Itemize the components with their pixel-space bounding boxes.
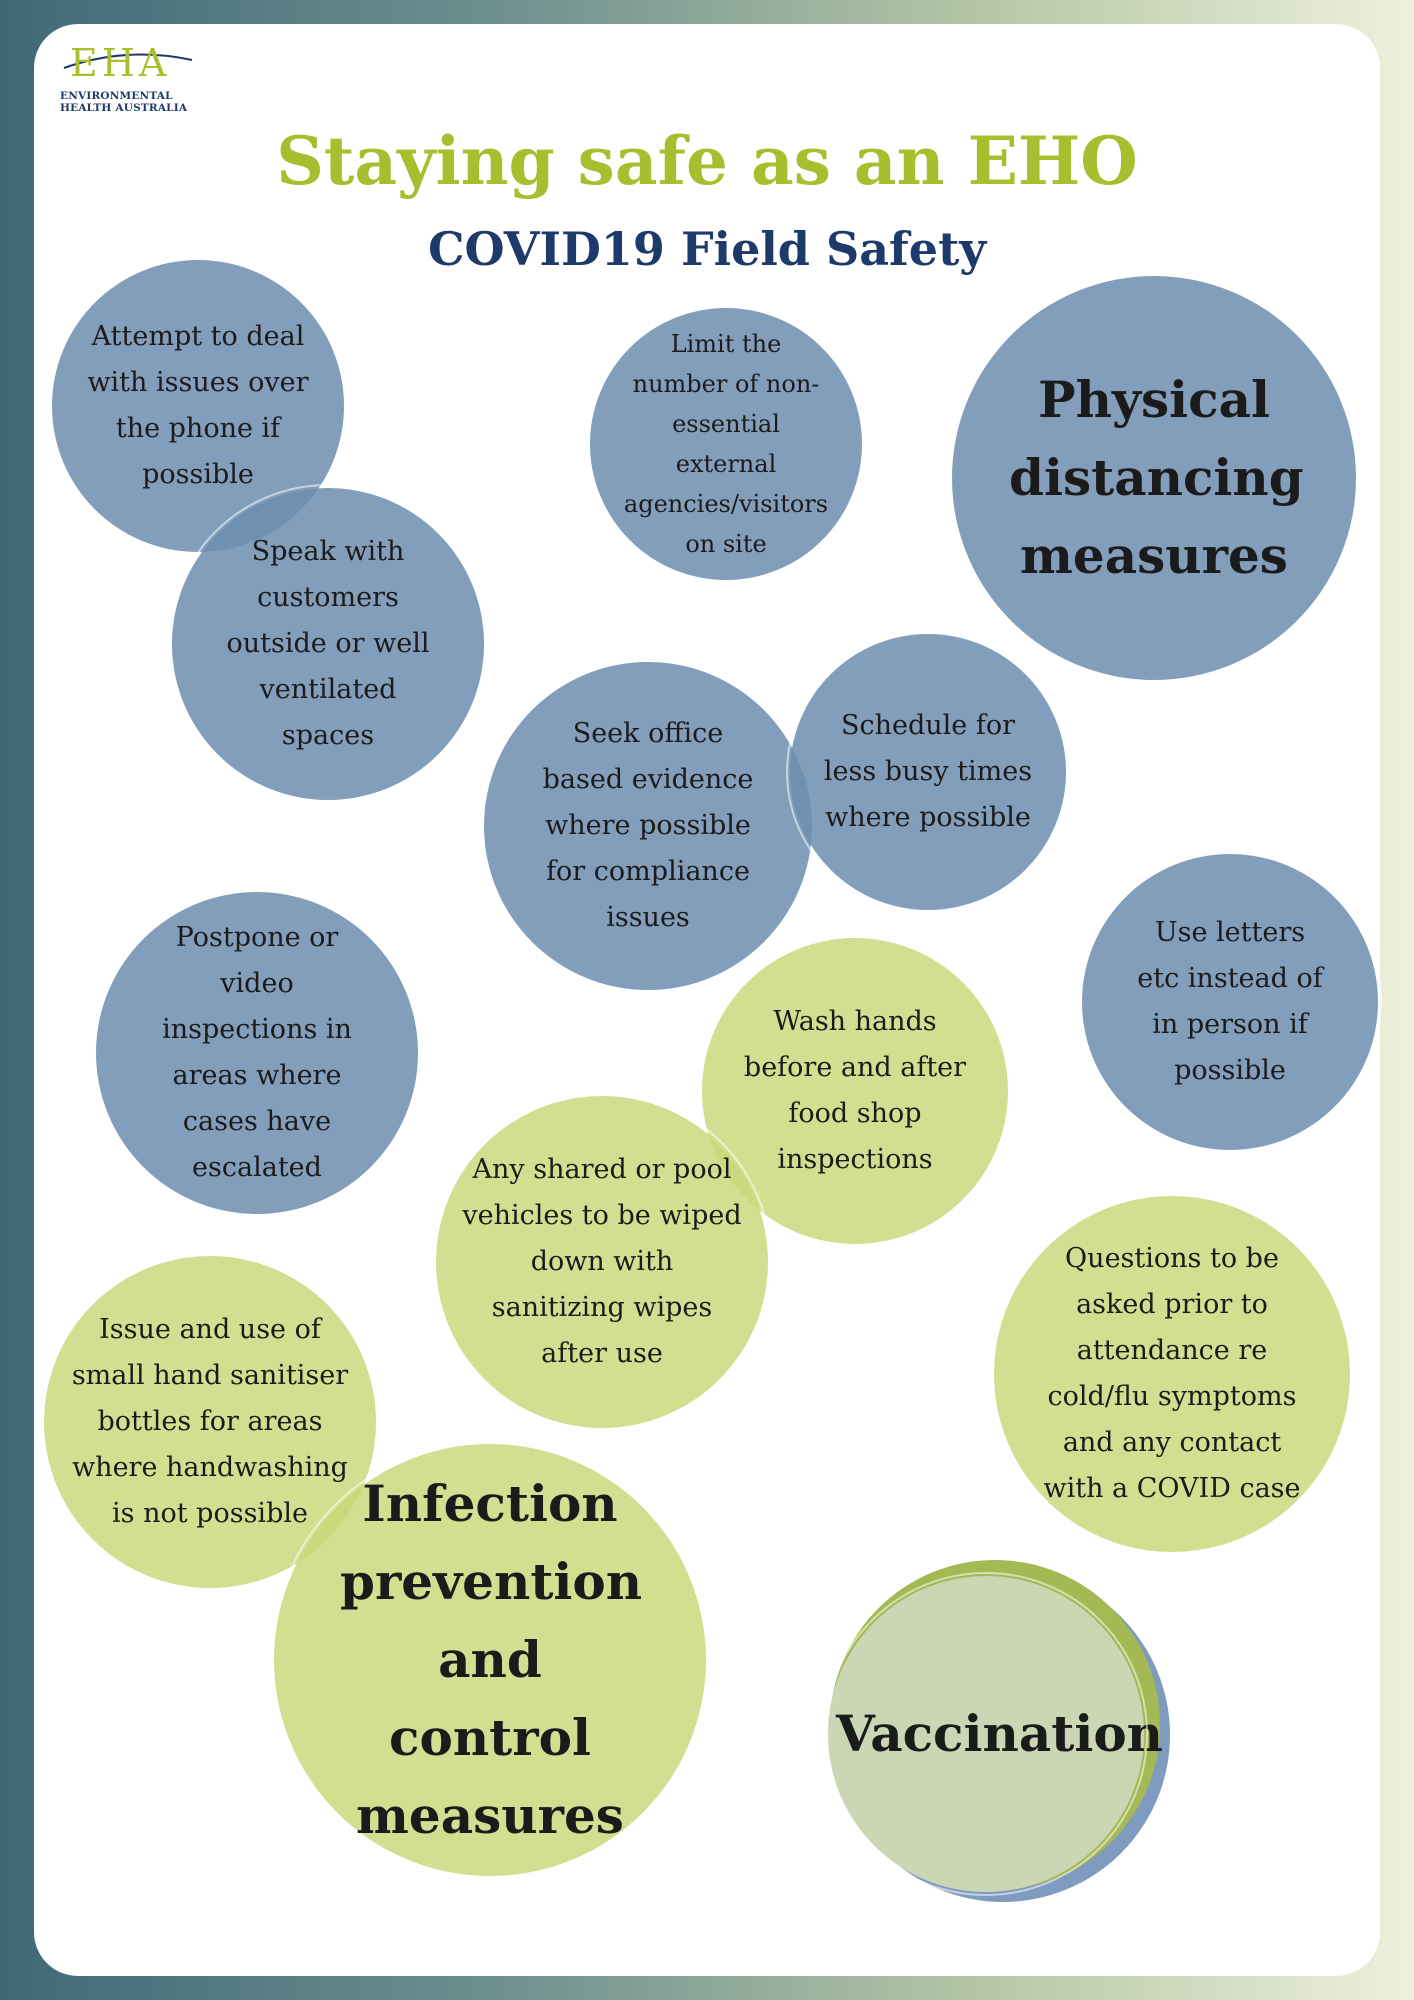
bubble-infection-prevention-text: Infection prevention and control measures [340,1474,643,1845]
eha-logo [56,38,196,118]
bubble-wash-hands-text: Wash hands before and after food shop inspections [743,1006,967,1175]
bubble-sanitiser-text: Issue and use of small hand sanitiser bottles for areas where handwashing is not possible [71,1314,349,1529]
bubble-vehicles [436,1096,768,1428]
bubble-infection-prevention [274,1444,706,1876]
bubble-schedule [790,634,1066,910]
bubble-outside [172,488,484,800]
bubble-postpone [96,892,418,1214]
bubble-questions-text: Questions to be asked prior to attendance re cold/flu symptoms and any contact with a COVID case [1043,1243,1301,1504]
page-subtitle: COVID19 Field Safety [427,222,987,276]
bubble-schedule-text: Schedule for less busy times where possible [823,710,1033,833]
bubble-vaccination-text: Vaccination [836,1704,1164,1763]
bubble-outside-text: Speak with customers outside or well ventilated spaces [226,536,430,751]
bubble-limit [590,308,862,580]
svg-text:EHA: EHA [70,41,171,84]
page-title: Staying safe as an EHO [276,122,1138,200]
bubble-letters [1082,854,1378,1150]
bubble-questions [994,1196,1350,1552]
bubble-physical-distancing [952,276,1356,680]
logo-name [60,90,196,114]
eha-logo-mark [56,38,196,84]
logo-name-line1: ENVIRONMENTAL [60,90,173,102]
bubble-vaccination [828,1576,1164,1892]
bubble-physical-distancing-text: Physical distancing measures [1009,370,1304,585]
bubble-vehicles-text: Any shared or pool vehicles to be wiped down with sanitizing wipes after use [462,1154,742,1369]
logo-name-line2: HEALTH AUSTRALIA [60,102,188,114]
bubble-phone-text: Attempt to deal with issues over the phone if possible [87,321,309,490]
bubble-postpone-text: Postpone or video inspections in areas where cases have escalated [162,922,352,1183]
bubble-office-text: Seek office based evidence where possible for compliance issues [542,718,754,933]
bubble-letters-text: Use letters etc instead of in person if possible [1137,917,1323,1086]
bubble-office [484,662,812,990]
bubble-limit-text: Limit the number of non-essential external agencies/visitors on site [623,330,829,558]
